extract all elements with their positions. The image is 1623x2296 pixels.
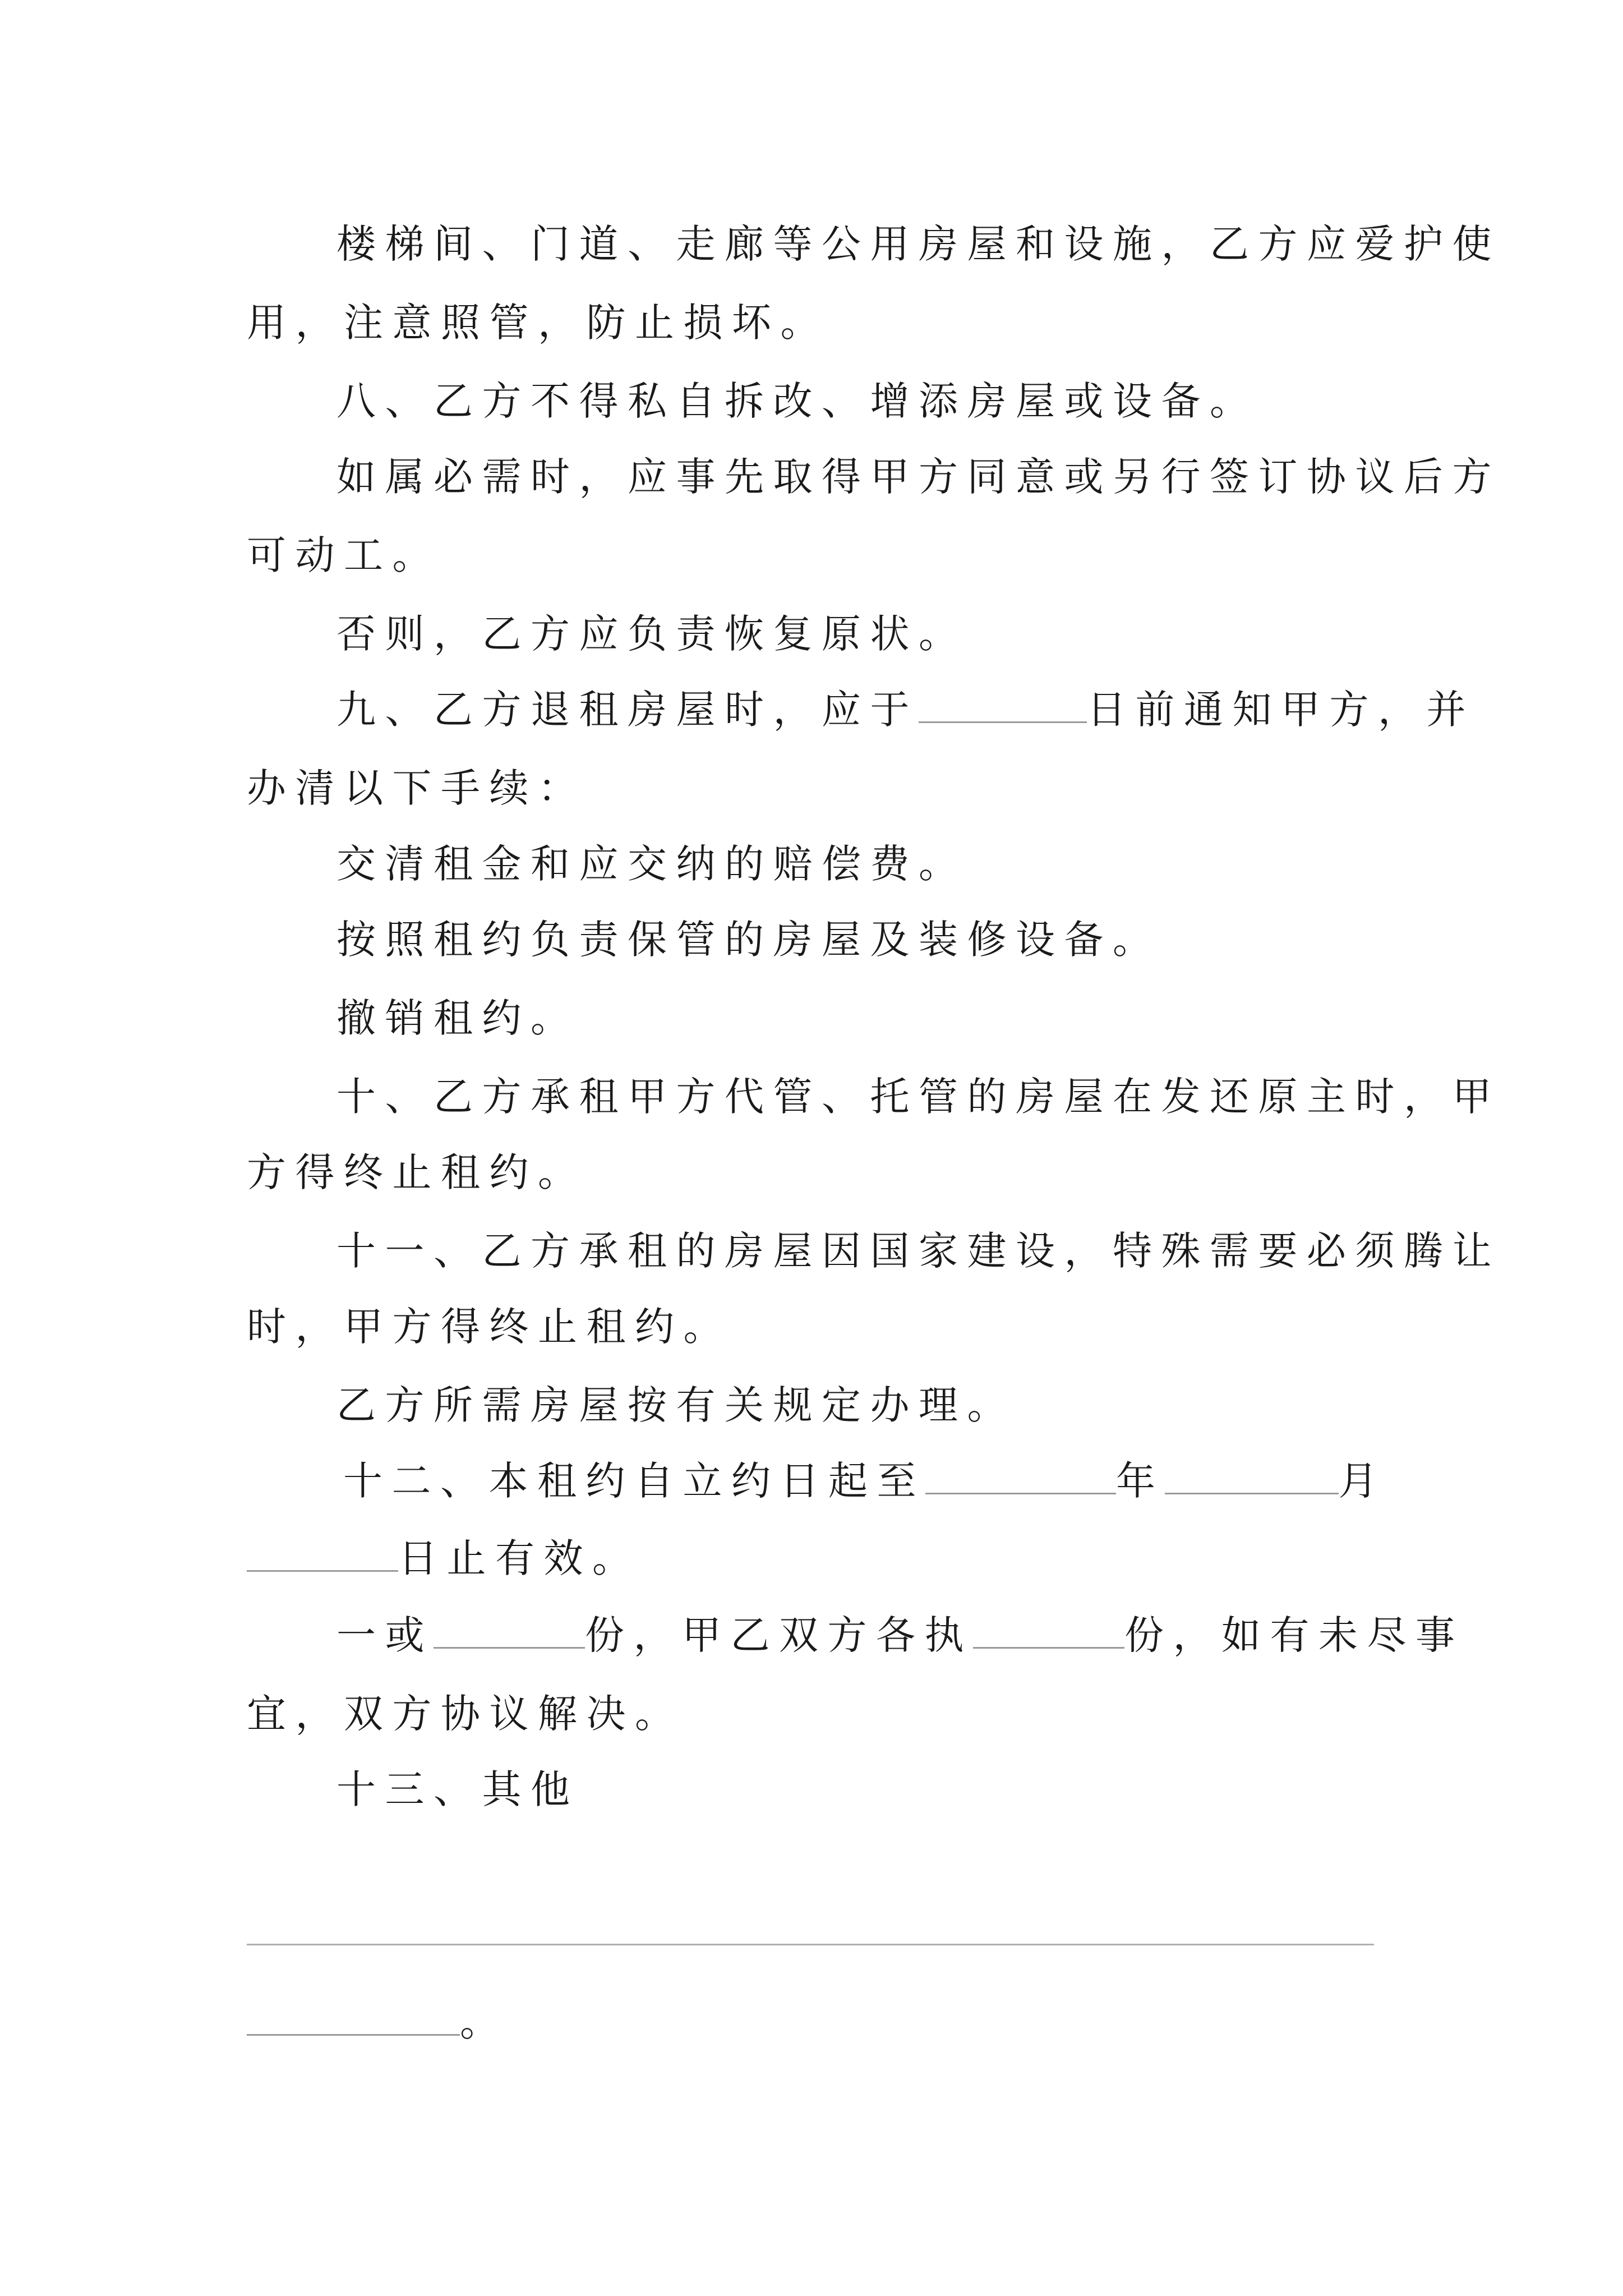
paragraph-line: 撤销租约。 (336, 995, 579, 1041)
paragraph-line: 楼梯间、门道、走廊等公用房屋和设施，乙方应爱护使 (336, 221, 1501, 267)
clause-9-line: 九、乙方退租房屋时，应于 日前通知甲方，并 (336, 687, 1475, 733)
fill-in-blank[interactable] (247, 1999, 460, 2036)
fill-in-blank-year[interactable] (925, 1458, 1116, 1494)
paragraph-line: 如属必需时，应事先取得甲方同意或另行签订协议后方 (336, 454, 1501, 500)
paragraph-line: 否则，乙方应负责恢复原状。 (336, 611, 967, 657)
paragraph-line: 用，注意照管，防止损坏。 (247, 300, 829, 346)
fill-in-rule[interactable] (247, 1944, 1374, 1945)
paragraph-line: 方得终止租约。 (247, 1149, 587, 1195)
fill-in-blank-each-copies[interactable] (973, 1612, 1124, 1649)
paragraph-line: 时，甲方得终止租约。 (247, 1304, 732, 1350)
fill-in-blank-copies[interactable] (434, 1612, 585, 1649)
fill-in-blank-month[interactable] (1165, 1458, 1339, 1494)
paragraph-line: 办清以下手续： (247, 765, 587, 811)
clause-10-line: 十、乙方承租甲方代管、托管的房屋在发还原主时，甲 (336, 1074, 1501, 1120)
fill-in-blank[interactable] (919, 687, 1087, 723)
paragraph-line: 宜，双方协议解决。 (247, 1691, 684, 1737)
clause-11-line: 十一、乙方承租的房屋因国家建设，特殊需要必须腾让 (336, 1228, 1501, 1274)
fill-in-blank-day[interactable] (247, 1535, 398, 1572)
clause-13-line: 十三、其他 (336, 1766, 579, 1812)
paragraph-line: 按照租约负责保管的房屋及装修设备。 (336, 917, 1161, 963)
copies-line: 一或 份，甲乙双方各执 份，如有未尽事 (336, 1612, 1464, 1658)
paragraph-line: 。 (247, 1994, 509, 2050)
clause-12-line: 十二、本租约自立约日起至 年 月 (343, 1458, 1387, 1504)
paragraph-line: 乙方所需房屋按有关规定办理。 (336, 1382, 1016, 1428)
paragraph-line: 交清租金和应交纳的赔偿费。 (336, 841, 967, 887)
paragraph-line: 日止有效。 (247, 1530, 641, 1586)
clause-8-line: 八、乙方不得私自拆改、增添房屋或设备。 (336, 378, 1258, 424)
paragraph-line: 可动工。 (247, 532, 441, 578)
